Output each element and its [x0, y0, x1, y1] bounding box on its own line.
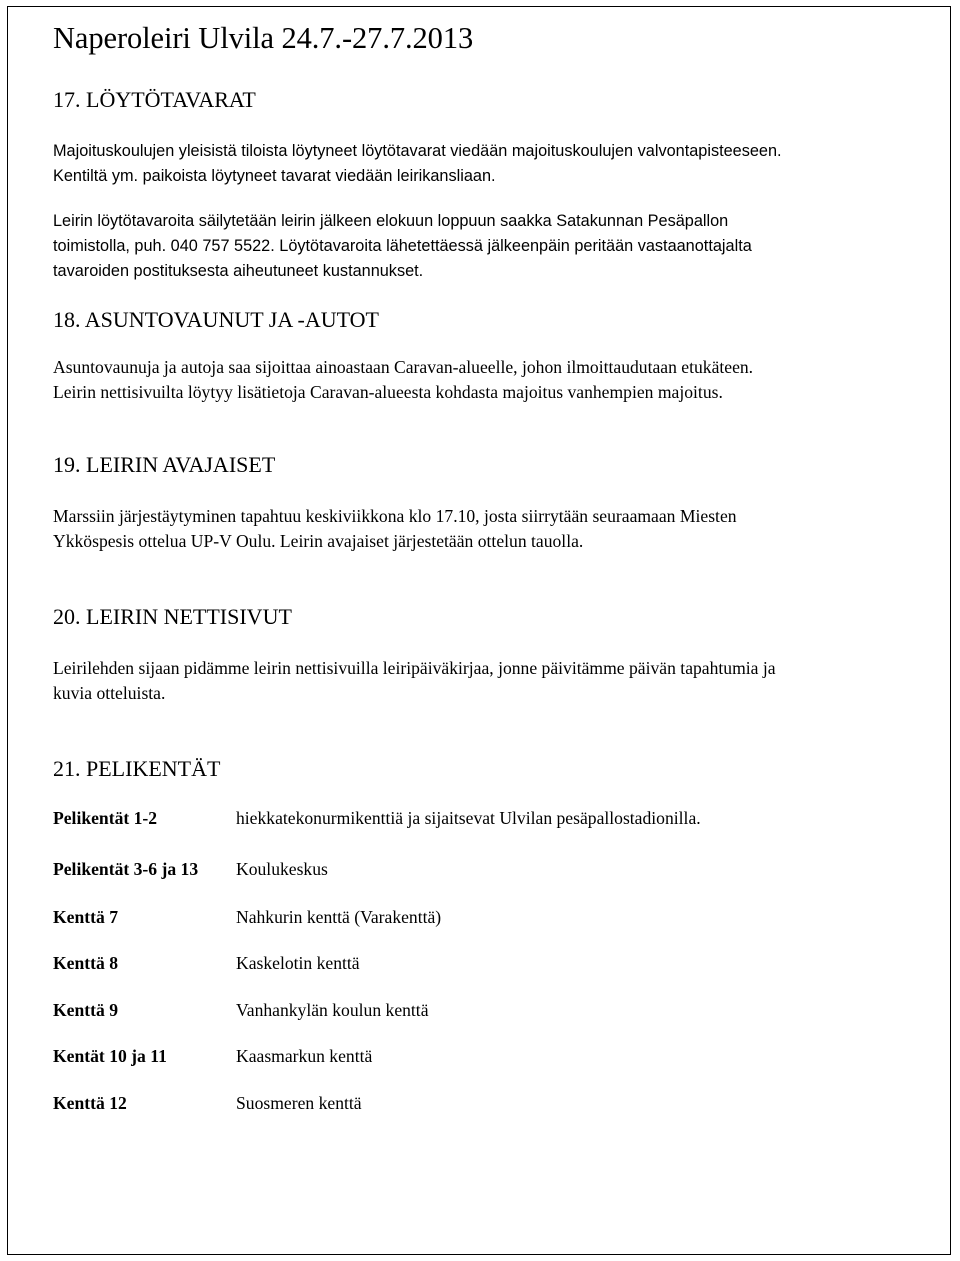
paragraph-line: Leirin löytötavaroita säilytetään leirin jälkeen elokuun loppuun saakka Satakunnan Pesäpallon — [53, 212, 729, 230]
document-page — [7, 6, 951, 1255]
paragraph-line: Asuntovaunuja ja autoja saa sijoittaa ainoastaan Caravan-alueelle, johon ilmoittaudutaan etukäteen. — [53, 357, 754, 377]
paragraph-20-1 — [53, 656, 903, 706]
paragraph-line: Kentiltä ym. paikoista löytyneet tavarat viedään leirikansliaan. — [53, 167, 496, 185]
field-label: Pelikentät 3-6 ja 13 — [53, 859, 199, 879]
field-value: Kaskelotin kenttä — [236, 953, 360, 973]
paragraph-line: toimistolla, puh. 040 757 5522. Löytötavaroita lähetettäessä jälkeenpäin peritään vastaanottajalta — [53, 237, 752, 255]
paragraph-17-1 — [53, 139, 903, 189]
section-heading-20: 20. LEIRIN NETTISIVUT — [53, 604, 292, 629]
paragraph-line: Marssiin järjestäytyminen tapahtuu keskiviikkona klo 17.10, josta siirrytään seuraamaan Miesten — [53, 506, 737, 526]
paragraph-19-1 — [53, 504, 903, 554]
field-value: Suosmeren kenttä — [236, 1093, 362, 1113]
field-value: hiekkatekonurmikenttiä ja sijaitsevat Ulvilan pesäpallostadionilla. — [236, 808, 701, 828]
paragraph-line: Leirin nettisivuilta löytyy lisätietoja Caravan-alueesta kohdasta majoitus vanhempien majoitus. — [53, 382, 723, 402]
field-label: Kentät 10 ja 11 — [53, 1046, 167, 1066]
paragraph-line: tavaroiden postituksesta aiheutuneet kustannukset. — [53, 262, 424, 280]
paragraph-line: Leirilehden sijaan pidämme leirin nettisivuilla leiripäiväkirjaa, jonne päivitämme päivän tapahtumia ja — [53, 658, 776, 678]
field-value: Nahkurin kenttä (Varakenttä) — [236, 907, 442, 927]
section-heading-19: 19. LEIRIN AVAJAISET — [53, 452, 276, 477]
paragraph-line: Majoituskoulujen yleisistä tiloista löytyneet löytötavarat viedään majoituskoulujen valvontapisteeseen. — [53, 142, 782, 160]
field-value: Kaasmarkun kenttä — [236, 1046, 373, 1066]
section-heading-18: 18. ASUNTOVAUNUT JA -AUTOT — [53, 307, 379, 332]
field-label: Kenttä 8 — [53, 953, 118, 973]
field-label: Kenttä 12 — [53, 1093, 127, 1113]
paragraph-line: kuvia otteluista. — [53, 683, 166, 703]
document-title: Naperoleiri Ulvila 24.7.-27.7.2013 — [53, 21, 474, 55]
section-heading-21: 21. PELIKENTÄT — [53, 756, 221, 781]
paragraph-line: Ykköspesis ottelua UP-V Oulu. Leirin avajaiset järjestetään ottelun tauolla. — [53, 531, 584, 551]
field-value: Vanhankylän koulun kenttä — [236, 1000, 429, 1020]
section-heading-17: 17. LÖYTÖTAVARAT — [53, 87, 256, 112]
paragraph-17-2 — [53, 209, 903, 284]
field-value: Koulukeskus — [236, 859, 328, 879]
field-label: Pelikentät 1-2 — [53, 808, 158, 828]
field-label: Kenttä 7 — [53, 907, 118, 927]
paragraph-18-1 — [53, 355, 903, 405]
field-label: Kenttä 9 — [53, 1000, 118, 1020]
